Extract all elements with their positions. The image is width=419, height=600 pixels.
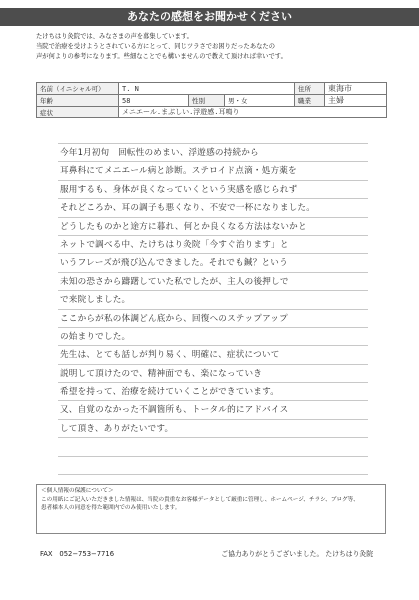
comment-line: 先生は、とても話しが判り易く、明確に、症状について: [58, 346, 368, 364]
comment-line: 服用するも、身体が良くなっていくという実感を感じられず: [58, 181, 368, 199]
job-label: 職業: [295, 95, 325, 107]
comment-line: の始まりでした。: [58, 328, 368, 346]
comment-line: いうフレーズが飛び込んできました。それでも鍼？という: [58, 254, 368, 272]
address-field[interactable]: 東海市: [325, 83, 387, 95]
privacy-text: この用紙にご記入いただきました情報は、当院の貴重なお客様データとして厳重に管理し、ホームページ、チラシ、ブログ等、 患者様本人の同意を得た範囲内でのみ使用いたします。: [41, 496, 359, 511]
comment-line: どうしたものかと途方に暮れ、何とか良くなる方法はないかと: [58, 218, 368, 236]
comment-line: 希望を持って、治療を続けていくことができています。: [58, 383, 368, 401]
sex-field[interactable]: 男・女: [225, 95, 295, 107]
comment-line: して頂き、ありがたいです。: [58, 420, 368, 438]
sex-label: 性別: [189, 95, 225, 107]
comment-area[interactable]: [58, 143, 368, 476]
intro-text: たけちはり灸院では、みなさまの声を募集しています。 当院で治療を受けようとされている方にとって、同じツラさでお困りだったあなたの 声が何よりの参考になります。些細なことでも構いませんので教えて頂ければ幸いです。: [36, 33, 287, 60]
page-title: あなたの感想をお聞かせください: [0, 8, 419, 26]
symptom-field[interactable]: メニエール.まぶしい.浮遊感.耳鳴り: [119, 107, 387, 118]
job-field[interactable]: 主婦: [325, 95, 387, 107]
age-field[interactable]: 58: [119, 95, 189, 107]
info-form: [36, 82, 387, 118]
comment-line: ここからが私の体調どん底から、回復へのステップアップ: [58, 310, 368, 328]
privacy-title: ＜個人情報の保護について＞: [41, 488, 114, 494]
name-field[interactable]: T. N: [119, 83, 295, 95]
form-row-age: [37, 95, 387, 107]
age-label: 年齢: [37, 95, 119, 107]
address-label: 住所: [295, 83, 325, 95]
comment-line: で来院しました。: [58, 291, 368, 309]
symptom-label: 症状: [37, 107, 119, 118]
name-label: 名前（イニシャル可）: [37, 83, 119, 95]
form-row-name: [37, 83, 387, 95]
comment-line: [58, 438, 368, 456]
comment-line: 又、自覚のなかった不調箇所も、トータル的にアドバイス: [58, 401, 368, 419]
comment-line: 未知の恐さから躊躇していた私でしたが、主人の後押しで: [58, 273, 368, 291]
comment-line: 今年1月初旬 回転性のめまい、浮遊感の持続から: [58, 144, 368, 162]
comment-line: 説明して頂けたので、精神面でも、楽になっていき: [58, 365, 368, 383]
form-row-symptom: [37, 107, 387, 118]
privacy-notice: [36, 484, 386, 534]
comment-line: 耳鼻科にてメニエール病と診断。ステロイド点滴・処方薬を: [58, 162, 368, 180]
comment-line: [58, 457, 368, 475]
comment-line: それどころか、耳の調子も悪くなり、不安で一杯になりました。: [58, 199, 368, 217]
thanks-note: ご協力ありがとうございました。 たけちはり灸院: [221, 550, 373, 558]
fax-number: FAX 052−753−7716: [40, 550, 115, 558]
comment-line: ネットで調べる中、たけちはり灸院「今すぐ治ります」と: [58, 236, 368, 254]
